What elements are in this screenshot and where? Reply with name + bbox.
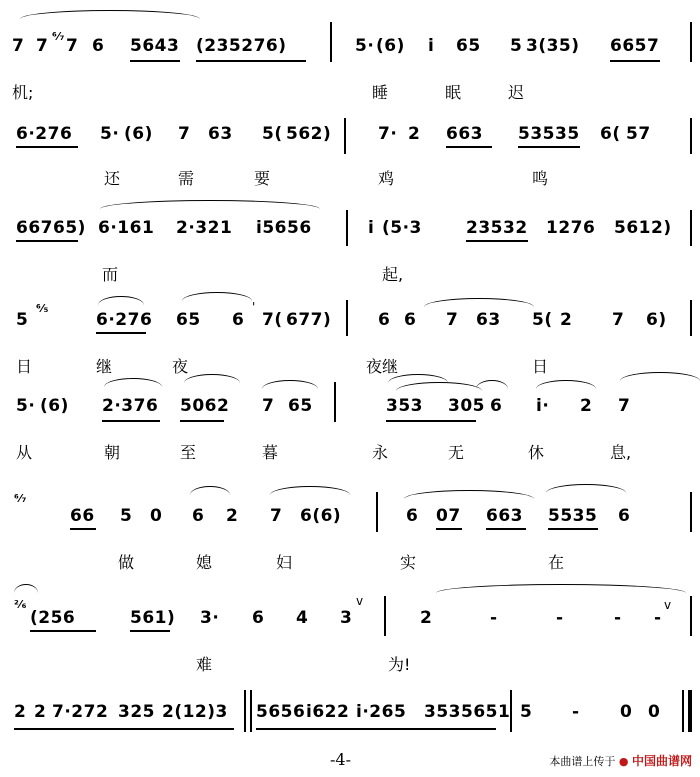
note: 2	[34, 702, 47, 722]
note: i·	[536, 396, 550, 416]
note: 325	[118, 702, 155, 722]
barline	[346, 210, 348, 246]
note: 63	[476, 310, 501, 330]
note: 6·161	[98, 218, 155, 238]
underline	[180, 420, 224, 422]
note: 5535	[548, 506, 598, 526]
note: i	[368, 218, 375, 238]
underline	[70, 528, 96, 530]
slur	[182, 292, 252, 301]
barline	[690, 596, 692, 636]
note: 6	[252, 608, 265, 628]
lyric: 从	[16, 443, 33, 462]
lyric: 至	[180, 443, 197, 462]
underline	[518, 146, 580, 148]
note: -	[654, 608, 662, 628]
lyric: 在	[548, 553, 565, 572]
lyric: 无	[448, 443, 465, 462]
note: i5656	[256, 218, 312, 238]
note: 1276	[546, 218, 596, 238]
note: 2	[580, 396, 593, 416]
underline	[548, 528, 598, 530]
note: -	[556, 608, 564, 628]
final-barline-thin	[682, 690, 684, 732]
slur	[20, 10, 200, 19]
note: 5	[510, 36, 523, 56]
barline	[384, 596, 386, 636]
underline	[16, 240, 78, 242]
slur	[98, 296, 144, 305]
grace-note: ⁶⁄₇	[52, 30, 65, 43]
note: 561)	[130, 608, 176, 628]
note: 2	[420, 608, 433, 628]
note: 65	[456, 36, 481, 56]
grace-note: ⁶⁄₇	[14, 492, 27, 505]
grace-note: ²⁄₆	[14, 598, 27, 611]
note: 3·	[200, 608, 220, 628]
note: 6)	[646, 310, 667, 330]
lyric: 媳	[196, 553, 213, 572]
barline	[344, 118, 346, 154]
note: 3	[340, 608, 353, 628]
lyric: 迟	[508, 83, 525, 102]
note: 7	[446, 310, 459, 330]
note: 2	[14, 702, 27, 722]
note: 2	[408, 124, 421, 144]
note: 7	[12, 36, 25, 56]
lyric: 难	[196, 655, 213, 674]
note: 6	[378, 310, 391, 330]
note: -	[490, 608, 498, 628]
lyric: 而	[102, 265, 119, 284]
note: 0	[150, 506, 163, 526]
underline	[610, 60, 660, 62]
note: i622	[306, 702, 350, 722]
barline	[690, 118, 692, 154]
note: 07	[436, 506, 461, 526]
note: 5643	[130, 36, 180, 56]
lyric: 永	[372, 443, 389, 462]
note: 53535	[518, 124, 580, 144]
underline	[386, 420, 476, 422]
final-barline-thick	[688, 690, 692, 732]
note: 6·276	[96, 310, 153, 330]
lyric: 实	[400, 553, 417, 572]
note: (6)	[124, 124, 153, 144]
barline	[690, 210, 692, 246]
slur	[270, 486, 350, 495]
lyric: 朝	[104, 443, 121, 462]
lyric: 需	[178, 169, 195, 188]
slur	[184, 374, 240, 383]
note: (256	[30, 608, 76, 628]
lyric: 夜	[172, 357, 189, 376]
note: 677)	[286, 310, 332, 330]
barline	[376, 492, 378, 532]
note: 2·321	[176, 218, 233, 238]
barline	[244, 690, 246, 732]
barline	[346, 300, 348, 336]
lyric: 眠	[445, 83, 462, 102]
note: 7	[66, 36, 79, 56]
page-number: -4-	[330, 750, 351, 769]
note: (6)	[40, 396, 69, 416]
note: 6	[92, 36, 105, 56]
slur	[104, 378, 162, 387]
underline	[466, 240, 528, 242]
underline	[446, 146, 492, 148]
underline	[14, 728, 234, 730]
note: 63	[208, 124, 233, 144]
barline	[330, 22, 332, 62]
note: 7	[618, 396, 631, 416]
breath-mark: v	[356, 594, 364, 608]
underline	[30, 630, 96, 632]
lyric: 起,	[382, 265, 404, 284]
note: 3(35)	[526, 36, 580, 56]
underline	[436, 528, 462, 530]
note: 2·376	[102, 396, 159, 416]
note: 5(	[262, 124, 283, 144]
note: 7·	[378, 124, 398, 144]
lyric: 休	[528, 443, 545, 462]
underline	[16, 146, 78, 148]
note: 57	[626, 124, 651, 144]
grace-note: ⁶⁄₅	[36, 302, 49, 315]
note: 6(	[600, 124, 621, 144]
note: 7·272	[52, 702, 109, 722]
lyric: 暮	[262, 443, 279, 462]
lyric: 夜继	[366, 357, 399, 376]
note: 7	[178, 124, 191, 144]
note: (235276)	[196, 36, 287, 56]
note: 6	[232, 310, 245, 330]
underline	[256, 728, 496, 730]
lyric: 做	[118, 553, 135, 572]
lyric: 要	[254, 169, 271, 188]
lyric: 睡	[372, 83, 389, 102]
note: 6	[404, 310, 417, 330]
lyric: 日	[16, 357, 33, 376]
note: 305	[448, 396, 485, 416]
slur	[436, 584, 686, 593]
lyric: 机;	[12, 83, 34, 102]
slur	[190, 486, 230, 495]
note: 5·	[16, 396, 36, 416]
lyric: 鸡	[378, 169, 395, 188]
lyric: 息,	[610, 443, 632, 462]
underline	[130, 630, 170, 632]
note: i	[428, 36, 435, 56]
note: 663	[446, 124, 483, 144]
slur	[404, 490, 534, 499]
barline	[334, 382, 336, 422]
note: 353	[386, 396, 423, 416]
note: 3535651	[424, 702, 511, 722]
note: 23532	[466, 218, 528, 238]
note: 5656	[256, 702, 306, 722]
lyric: 妇	[276, 553, 293, 572]
breath-mark: '	[252, 300, 256, 314]
note: 6	[406, 506, 419, 526]
note: 0	[620, 702, 633, 722]
note: 7	[612, 310, 625, 330]
slur	[476, 380, 508, 389]
note: 7	[36, 36, 49, 56]
note: -	[572, 702, 580, 722]
underline	[102, 420, 160, 422]
note: 5	[120, 506, 133, 526]
note: 6657	[610, 36, 660, 56]
barline	[510, 690, 512, 732]
note: 5·	[100, 124, 120, 144]
barline	[690, 300, 692, 336]
lyric: 日	[532, 357, 549, 376]
note: 66765)	[16, 218, 86, 238]
barline	[250, 690, 252, 732]
note: i·265	[356, 702, 407, 722]
note: 0	[648, 702, 661, 722]
note: 5062	[180, 396, 230, 416]
barline	[690, 492, 692, 532]
note: 65	[288, 396, 313, 416]
note: 2	[560, 310, 573, 330]
underline	[96, 332, 146, 334]
slur	[396, 382, 482, 391]
note: 6·276	[16, 124, 73, 144]
credit-text: 本曲谱上传于	[549, 755, 616, 768]
brand-logo-icon: ●	[618, 755, 629, 768]
note: (6)	[376, 36, 405, 56]
barline	[690, 22, 692, 62]
note: 663	[486, 506, 523, 526]
note: 5·	[355, 36, 375, 56]
underline	[130, 60, 180, 62]
note: 2(12)3	[162, 702, 228, 722]
slur	[424, 298, 534, 307]
note: 5	[16, 310, 29, 330]
note: 65	[176, 310, 201, 330]
slur	[100, 200, 320, 209]
slur	[620, 372, 700, 381]
lyric: 鸣	[532, 169, 549, 188]
note: 6	[490, 396, 503, 416]
note: (5·3	[382, 218, 422, 238]
note: 7	[262, 396, 275, 416]
note: 5(	[532, 310, 553, 330]
lyric: 继	[96, 357, 113, 376]
underline	[486, 528, 526, 530]
note: 562)	[286, 124, 332, 144]
note: 4	[296, 608, 309, 628]
note: 6	[192, 506, 205, 526]
note: 66	[70, 506, 95, 526]
breath-mark: v	[664, 598, 672, 612]
note: 7	[270, 506, 283, 526]
note: 6(6)	[300, 506, 342, 526]
slur	[262, 380, 318, 389]
slur	[536, 380, 596, 389]
brand-name: 中国曲谱网	[631, 754, 692, 768]
underline	[196, 60, 306, 62]
slur	[546, 484, 626, 493]
note: -	[614, 608, 622, 628]
note: 7(	[262, 310, 283, 330]
note: 6	[618, 506, 631, 526]
note: 5	[520, 702, 533, 722]
note: 2	[226, 506, 239, 526]
upload-credit	[549, 752, 692, 769]
lyric: 为!	[388, 655, 411, 674]
lyric: 还	[104, 169, 121, 188]
note: 5612)	[614, 218, 672, 238]
slur	[14, 584, 38, 593]
